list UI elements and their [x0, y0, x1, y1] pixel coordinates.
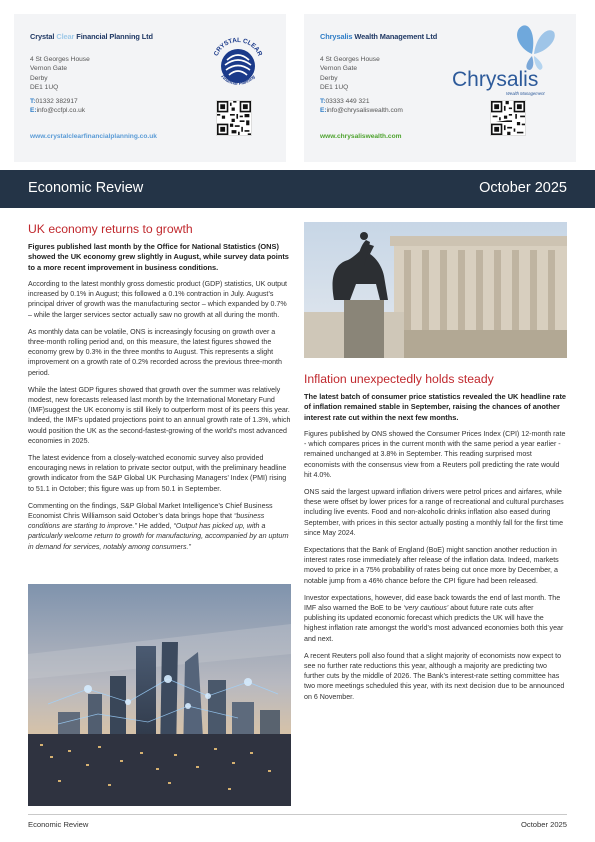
footer-title: Economic Review — [28, 820, 89, 829]
address-line: Derby — [320, 74, 338, 82]
footer-divider — [28, 814, 567, 815]
article-paragraph: ONS said the largest upward inflation drivers were petrol prices and airfares, while these were offset by lower prices for a range of recreational and cultural purchases including live events. Food and non-alcoholic drinks inflation also eased during September, with prices in this sector actually posting a monthly fall for the first time since May 2024. — [304, 487, 564, 537]
firm-name-part: Chrysalis — [320, 32, 353, 41]
firm-name-part: Clear — [56, 32, 75, 41]
article-paragraph: According to the latest monthly gross domestic product (GDP) statistics, UK output increased by 0.1% in August; this followed a 0.1% contraction in July. August’s principal driver of growth was the manufacturing sector – which expanded by 0.7% – while the larger services sector actually saw no growth at all during the month. — [28, 279, 288, 319]
firm-name-part: Wealth Management Ltd — [354, 32, 438, 41]
page-title: Economic Review — [28, 180, 144, 196]
statue-bank-building-image — [304, 222, 567, 358]
issue-date: October 2025 — [479, 180, 567, 196]
article-lead: The latest batch of consumer price statistics revealed the UK headline rate of inflation remained stable in September, raising the chances of another interest rate cut within the next few months. — [304, 392, 567, 422]
address-line: Derby — [30, 74, 48, 82]
website-link[interactable]: www.crystalclearfinancialplanning.co.uk — [30, 133, 157, 140]
article-paragraph — [304, 593, 567, 644]
article-paragraph: A recent Reuters poll also found that a slight majority of economists now expect to see no further rate reductions this year, although a majority are predicting two further cuts by the middle of 2026. The Bank’s interest-rate setting committee has two more meetings scheduled this year, with its next decision due to be announced on 6 November. — [304, 651, 565, 701]
phone-link[interactable]: 01332 382917 — [35, 98, 78, 106]
article-paragraph — [28, 501, 291, 552]
quote-text: “business conditions are starting to improve.” — [28, 511, 265, 531]
address-line: DE1 1UQ — [320, 83, 349, 91]
city-skyline-image — [28, 584, 291, 806]
address-line: Vernon Gate — [320, 65, 358, 73]
svg-text:Financial Planning: Financial Planning — [220, 74, 256, 86]
article-heading: UK economy returns to growth — [28, 222, 193, 236]
email-link[interactable]: info@ccfpl.co.uk — [36, 107, 86, 115]
right-column — [304, 372, 567, 709]
website-link[interactable]: www.chrysaliswealth.com — [320, 133, 402, 140]
firm-card-chrysalis — [304, 14, 576, 162]
chrysalis-butterfly-logo-icon — [448, 18, 558, 98]
text-run: Investor expectations, however, did ease back towards the end of last month. The IMF also warned the BoE to be — [304, 593, 561, 612]
crystal-clear-logo-icon — [206, 20, 270, 98]
phone-link[interactable]: 03333 449 321 — [325, 98, 370, 106]
email-key: E: — [320, 107, 327, 115]
phone-key: T: — [30, 98, 36, 106]
svg-text:Wealth Management: Wealth Management — [506, 91, 545, 96]
article-paragraph: While the latest GDP figures showed that growth over the summer was relatively modest, new forecasts released last month by the International Monetary Fund (IMF)suggest the UK economy is still likely to outperform most of its peers this year. Indeed, the IMF’s updated projections point to an annual growth rate of 1.3%, which would position the UK as the second-fastest-growing of the world’s most advanced economies in 2025. — [28, 385, 291, 445]
article-paragraph: The latest evidence from a closely-watched economic survey also provided encouraging news in relation to private sector output, with the preliminary headline growth indicator from the S&P Global UK Purchasing Managers’ Index (PMI) rising to 51.1 in October; this figure was up from 50.1 in September. — [28, 453, 287, 493]
svg-text:CRYSTAL CLEAR: CRYSTAL CLEAR — [212, 36, 264, 58]
article-paragraph: Expectations that the Bank of England (BoE) might sanction another reduction in interest rates rose immediately after release of the inflation data. Indeed, markets moved to price in a 75% probability of rates being cut once more by December, a notable jump from a 46% chance before the CPI figure had been released. — [304, 545, 559, 585]
svg-text:Chrysalis: Chrysalis — [452, 68, 539, 91]
qr-code-icon — [490, 100, 526, 136]
article-heading: Inflation unexpectedly holds steady — [304, 372, 494, 386]
address-line: 4 St Georges House — [320, 56, 380, 63]
text-run: He added, — [136, 522, 174, 531]
phone-key: T: — [320, 98, 326, 106]
address-line: Vernon Gate — [30, 65, 68, 73]
quote-text: “Output has picked up, with a particularly welcome return to growth for manufacturing, accompanied by an upturn in demand for services, notably among consumers.” — [28, 522, 289, 551]
email-key: E: — [30, 107, 37, 115]
article-lead: Figures published last month by the Office for National Statistics (ONS) showed the UK economy grew slightly in August, while survey data points to a more recent improvement in business conditions. — [28, 242, 289, 272]
firm-name-part: Financial Planning Ltd — [76, 32, 153, 41]
qr-code-icon — [216, 100, 252, 136]
firm-card-crystal-clear — [14, 14, 286, 162]
article-paragraph: Figures published by ONS showed the Consumer Prices Index (CPI) 12-month rate - which compares prices in the current month with the same period a year earlier - remained unchanged at 3.8% in September. This reading surprised most economists with the consensus view from a Reuters poll predicting the rate would hit 4.0%. — [304, 429, 566, 479]
address-line: DE1 1UQ — [30, 83, 59, 91]
article-paragraph: As monthly data can be volatile, ONS is increasingly focusing on growth over a three-month rolling period and, on this measure, the latest figures showed the economy grew by 0.3% in the three months to August. This represents a slight improvement on a growth rate of 0.2% recorded across the previous three-month period. — [28, 327, 282, 377]
footer-date: October 2025 — [520, 820, 567, 829]
left-column — [28, 222, 291, 559]
text-run: about future rate cuts after publishing its updated economic forecast which predicts the UK will have the highest inflation rate amongst the world’s most advanced economies both this year and next. — [304, 603, 564, 643]
text-run: Commenting on the findings, S&P Global Market Intelligence’s Chief Business Economist Chris Williamson said October’s data brings hope that — [28, 501, 273, 520]
quote-text: ‘very cautious’ — [403, 603, 449, 612]
letterhead — [0, 0, 595, 170]
firm-name-part: Crystal — [30, 32, 55, 41]
address-line: 4 St Georges House — [30, 56, 90, 63]
title-band — [0, 170, 595, 208]
email-link[interactable]: info@chrysaliswealth.com — [326, 107, 403, 115]
